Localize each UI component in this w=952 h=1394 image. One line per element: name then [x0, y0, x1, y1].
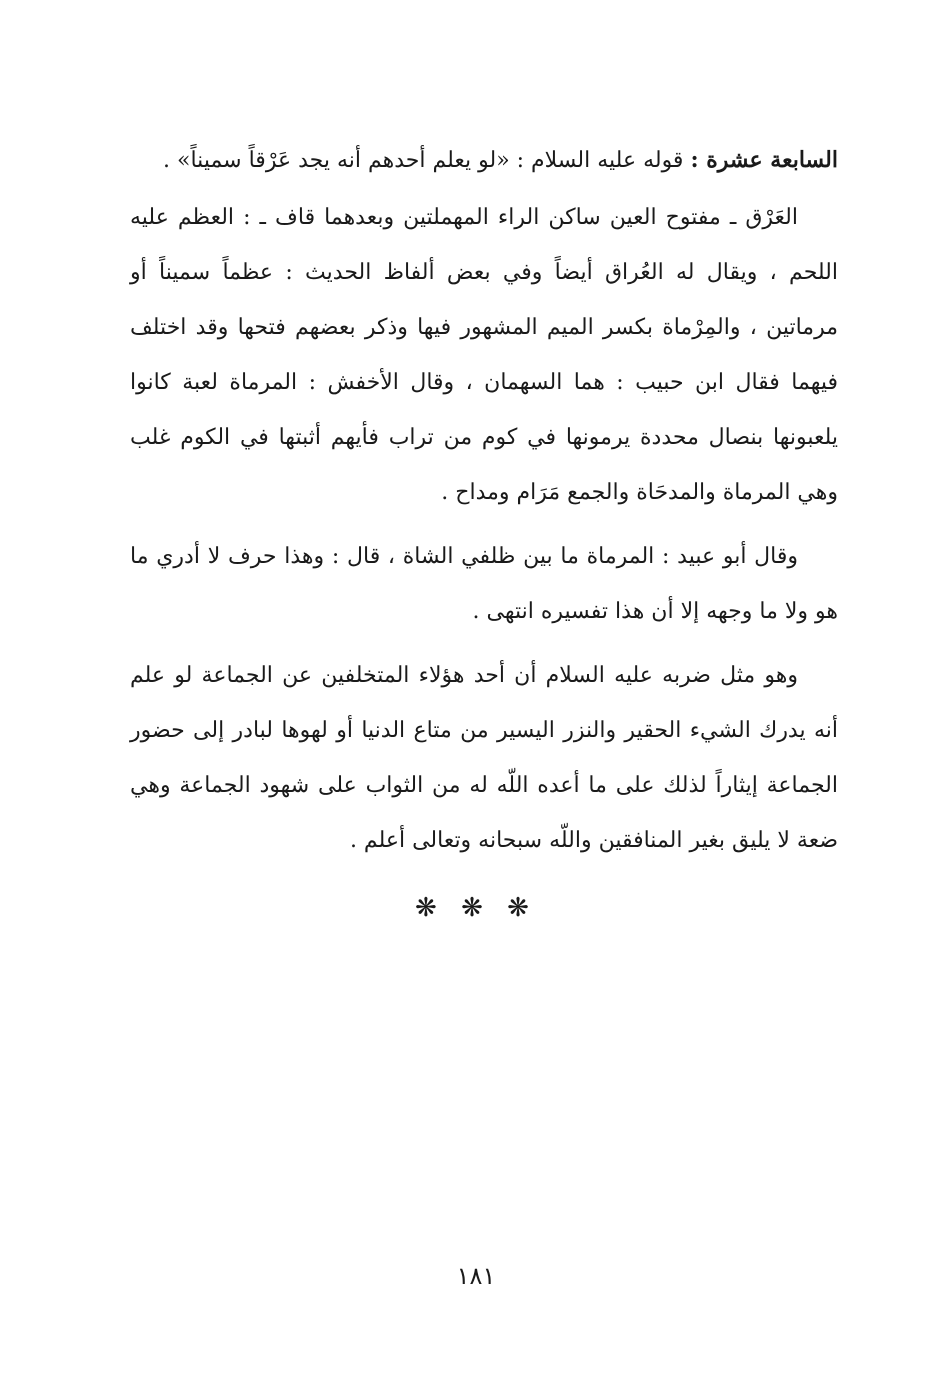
section-heading	[130, 140, 838, 181]
page-body	[130, 140, 838, 868]
paragraph-text: وهو مثل ضربه عليه السلام أن أحد هؤلاء المتخلفين عن الجماعة لو علم أنه يدرك الشيء الحقير والنزر اليسير من متاع الدنيا أو لهوها لبادر إلى حضور الجماعة إيثاراً لذلك على ما أعده اللّه له من الثواب على شهود الجماعة وهي ضعة لا يليق بغير المنافقين واللّه سبحانه وتعالى أعلم .	[130, 663, 838, 853]
paragraph-definition	[130, 190, 838, 520]
section-heading-text: قوله عليه السلام : «لو يعلم أحدهم أنه يجد عَرْقاً سميناً» .	[163, 148, 691, 173]
section-heading-label: السابعة عشرة :	[690, 147, 838, 173]
paragraph-text: وقال أبو عبيد : المرماة ما بين ظلفي الشاة ، قال : وهذا حرف لا أدري ما هو ولا ما وجهه إلا أن هذا تفسيره انتهى .	[130, 544, 838, 624]
paragraph-abu-ubaid	[130, 529, 838, 639]
paragraph-text: العَرْق ـ مفتوح العين ساكن الراء المهملتين وبعدهما قاف ـ : العظم عليه اللحم ، ويقال له العُراق أيضاً وفي بعض ألفاظ الحديث : عظماً سميناً أو مرماتين ، والمِرْماة بكسر الميم المشهور فيها وذكر بعضهم فتحها وقد اختلف فيهما فقال ابن حبيب : هما السهمان ، وقال الأخفش : المرماة لعبة كانوا يلعبونها بنصال محددة يرمونها في كوم من تراب فأيهم أثبتها في الكوم غلب وهي المرماة والمدحَاة والجمع مَرَام ومداح .	[130, 205, 838, 505]
paragraph-gap	[130, 639, 838, 648]
paragraph-gap	[130, 520, 838, 529]
paragraph-explanation	[130, 648, 838, 868]
page-number: ١٨١	[456, 1262, 496, 1290]
section-separator: ❋ ❋ ❋	[415, 893, 537, 923]
